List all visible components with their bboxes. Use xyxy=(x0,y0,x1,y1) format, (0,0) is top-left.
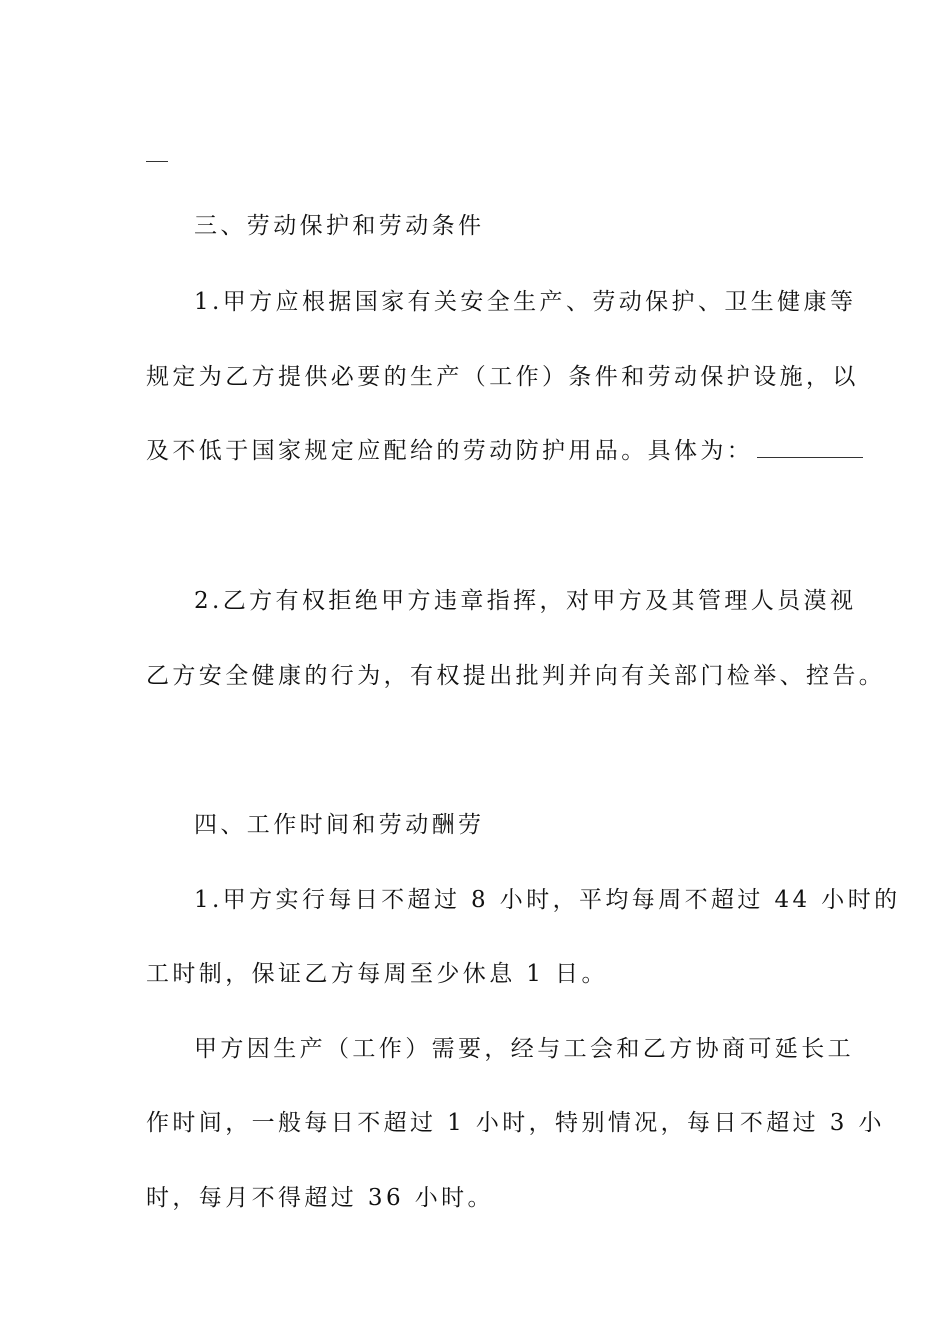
s3-item2-line2: 乙方安全健康的行为，有权提出批判并向有关部门检举、控告。 xyxy=(146,663,886,689)
s4-item1-line1: 1.甲方实行每日不超过 8 小时，平均每周不超过 44 小时的 xyxy=(194,887,901,913)
s4-item1-line2: 工时制，保证乙方每周至少休息 1 日。 xyxy=(146,961,608,987)
s3-item1-line3-text: 及不低于国家规定应配给的劳动防护用品。具体为： xyxy=(146,438,754,464)
s3-item1-line1: 1.甲方应根据国家有关安全生产、劳动保护、卫生健康等 xyxy=(194,289,857,315)
s3-item1-line2: 规定为乙方提供必要的生产（工作）条件和劳动保护设施，以 xyxy=(146,364,859,390)
top-dash-mark xyxy=(146,161,168,162)
section-4-heading: 四、工作时间和劳动酬劳 xyxy=(194,812,485,838)
s4-para2-line3: 时，每月不得超过 36 小时。 xyxy=(146,1185,494,1211)
s3-item1-line3 xyxy=(146,436,863,466)
section-3-heading: 三、劳动保护和劳动条件 xyxy=(194,213,485,239)
s3-item2-line1: 2.乙方有权拒绝甲方违章指挥，对甲方及其管理人员漠视 xyxy=(194,588,857,614)
fill-in-blank xyxy=(757,456,863,458)
s4-para2-line2: 作时间，一般每日不超过 1 小时，特别情况，每日不超过 3 小 xyxy=(146,1110,885,1136)
s4-para2-line1: 甲方因生产（工作）需要，经与工会和乙方协商可延长工 xyxy=(194,1036,854,1062)
